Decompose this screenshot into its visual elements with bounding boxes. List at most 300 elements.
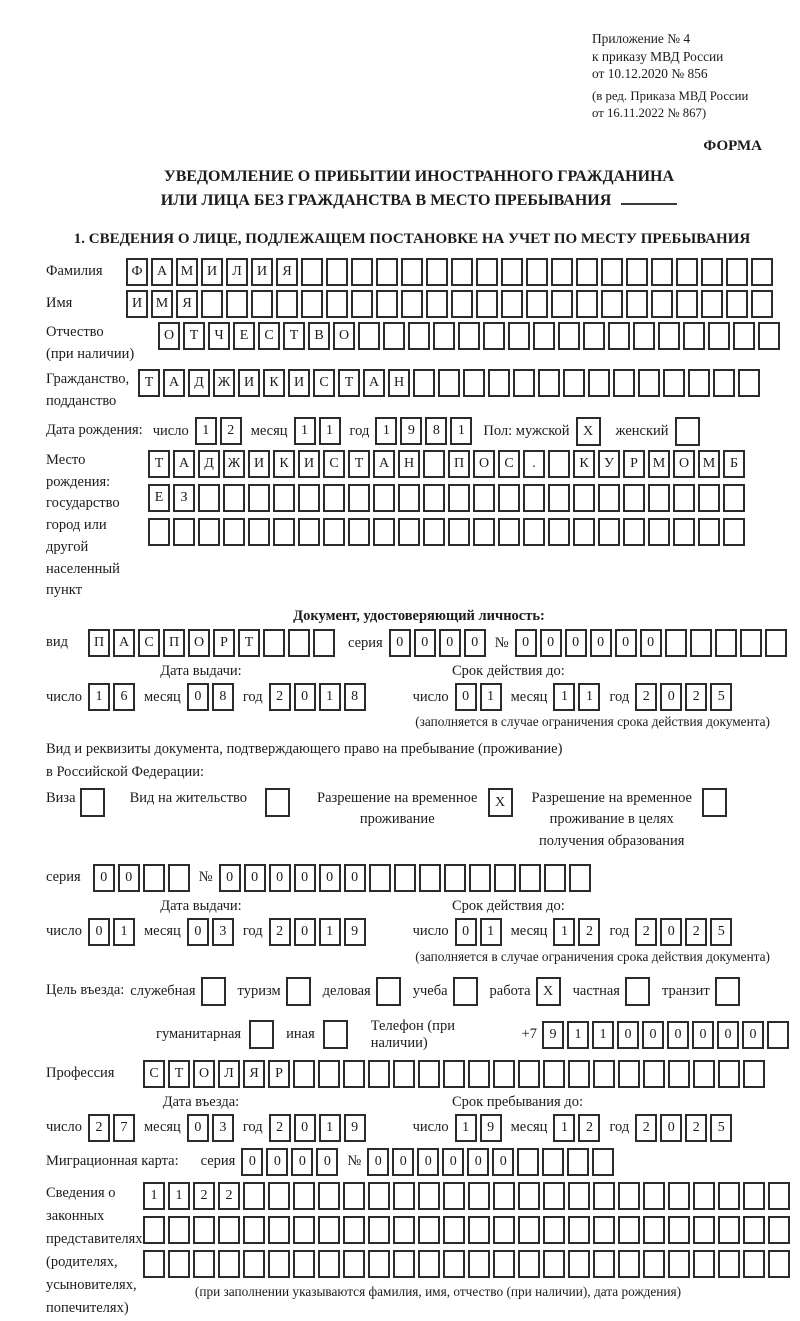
- char-box[interactable]: Р: [213, 629, 235, 657]
- char-box[interactable]: [715, 977, 740, 1006]
- char-box[interactable]: [393, 1182, 415, 1210]
- char-box[interactable]: С: [138, 629, 160, 657]
- char-box[interactable]: 0: [187, 683, 209, 711]
- char-box[interactable]: [463, 369, 485, 397]
- char-box[interactable]: [568, 1182, 590, 1210]
- char-box[interactable]: 0: [266, 1148, 288, 1176]
- char-box[interactable]: И: [248, 450, 270, 478]
- char-box[interactable]: 0: [269, 864, 291, 892]
- char-box[interactable]: [718, 1250, 740, 1278]
- char-box[interactable]: О: [158, 322, 180, 350]
- char-box[interactable]: Т: [183, 322, 205, 350]
- char-box[interactable]: [526, 258, 548, 286]
- char-box[interactable]: [418, 1216, 440, 1244]
- char-box[interactable]: 1: [480, 683, 502, 711]
- char-box[interactable]: 2: [269, 918, 291, 946]
- char-box[interactable]: 8: [344, 683, 366, 711]
- char-box[interactable]: [548, 484, 570, 512]
- char-box[interactable]: Ж: [213, 369, 235, 397]
- char-box[interactable]: [453, 977, 478, 1006]
- char-box[interactable]: А: [113, 629, 135, 657]
- char-box[interactable]: [243, 1216, 265, 1244]
- char-box[interactable]: [768, 1182, 790, 1210]
- char-box[interactable]: 6: [113, 683, 135, 711]
- char-box[interactable]: [626, 258, 648, 286]
- char-box[interactable]: [343, 1250, 365, 1278]
- char-box[interactable]: [733, 322, 755, 350]
- char-box[interactable]: [518, 1250, 540, 1278]
- char-box[interactable]: [543, 1250, 565, 1278]
- char-box[interactable]: [80, 788, 105, 817]
- char-box[interactable]: [648, 518, 670, 546]
- char-box[interactable]: [293, 1182, 315, 1210]
- char-box[interactable]: 1: [567, 1021, 589, 1049]
- char-box[interactable]: Т: [238, 629, 260, 657]
- char-box[interactable]: [698, 518, 720, 546]
- char-box[interactable]: 1: [553, 683, 575, 711]
- char-box[interactable]: [542, 1148, 564, 1176]
- char-box[interactable]: Л: [226, 258, 248, 286]
- char-box[interactable]: Е: [233, 322, 255, 350]
- char-box[interactable]: 1: [168, 1182, 190, 1210]
- char-box[interactable]: [373, 518, 395, 546]
- char-box[interactable]: 1: [553, 1114, 575, 1142]
- char-box[interactable]: [568, 1216, 590, 1244]
- char-box[interactable]: [243, 1250, 265, 1278]
- char-box[interactable]: П: [88, 629, 110, 657]
- char-box[interactable]: И: [251, 258, 273, 286]
- char-box[interactable]: [476, 290, 498, 318]
- char-box[interactable]: 0: [464, 629, 486, 657]
- char-box[interactable]: [598, 518, 620, 546]
- char-box[interactable]: [623, 518, 645, 546]
- char-box[interactable]: [318, 1060, 340, 1088]
- char-box[interactable]: 5: [710, 1114, 732, 1142]
- char-box[interactable]: [413, 369, 435, 397]
- char-box[interactable]: [298, 484, 320, 512]
- char-box[interactable]: [493, 1250, 515, 1278]
- char-box[interactable]: 0: [367, 1148, 389, 1176]
- char-box[interactable]: Д: [198, 450, 220, 478]
- char-box[interactable]: П: [448, 450, 470, 478]
- char-box[interactable]: [738, 369, 760, 397]
- char-box[interactable]: [398, 518, 420, 546]
- char-box[interactable]: 0: [187, 1114, 209, 1142]
- char-box[interactable]: [618, 1182, 640, 1210]
- char-box[interactable]: [568, 1060, 590, 1088]
- char-box[interactable]: [663, 369, 685, 397]
- char-box[interactable]: [373, 484, 395, 512]
- char-box[interactable]: [718, 1182, 740, 1210]
- char-box[interactable]: [418, 1250, 440, 1278]
- char-box[interactable]: 1: [480, 918, 502, 946]
- char-box[interactable]: [668, 1182, 690, 1210]
- char-box[interactable]: [298, 518, 320, 546]
- char-box[interactable]: [358, 322, 380, 350]
- char-box[interactable]: Т: [148, 450, 170, 478]
- char-box[interactable]: [543, 1060, 565, 1088]
- char-box[interactable]: [268, 1182, 290, 1210]
- char-box[interactable]: 3: [212, 918, 234, 946]
- char-box[interactable]: [643, 1060, 665, 1088]
- char-box[interactable]: 2: [578, 918, 600, 946]
- char-box[interactable]: М: [176, 258, 198, 286]
- char-box[interactable]: [548, 450, 570, 478]
- char-box[interactable]: [651, 258, 673, 286]
- char-box[interactable]: 0: [417, 1148, 439, 1176]
- char-box[interactable]: [623, 484, 645, 512]
- char-box[interactable]: [743, 1182, 765, 1210]
- char-box[interactable]: [301, 258, 323, 286]
- char-box[interactable]: Ф: [126, 258, 148, 286]
- char-box[interactable]: [558, 322, 580, 350]
- char-box[interactable]: [501, 290, 523, 318]
- char-box[interactable]: [598, 484, 620, 512]
- char-box[interactable]: О: [473, 450, 495, 478]
- char-box[interactable]: [193, 1216, 215, 1244]
- char-box[interactable]: [368, 1216, 390, 1244]
- char-box[interactable]: [713, 369, 735, 397]
- char-box[interactable]: 0: [442, 1148, 464, 1176]
- char-box[interactable]: [376, 290, 398, 318]
- char-box[interactable]: [401, 258, 423, 286]
- char-box[interactable]: [743, 1060, 765, 1088]
- char-box[interactable]: [218, 1216, 240, 1244]
- char-box[interactable]: [323, 518, 345, 546]
- char-box[interactable]: 2: [635, 1114, 657, 1142]
- char-box[interactable]: И: [201, 258, 223, 286]
- char-box[interactable]: 9: [480, 1114, 502, 1142]
- char-box[interactable]: 1: [195, 417, 217, 445]
- char-box[interactable]: [451, 290, 473, 318]
- char-box[interactable]: 0: [414, 629, 436, 657]
- char-box[interactable]: Я: [276, 258, 298, 286]
- char-box[interactable]: [718, 1216, 740, 1244]
- char-box[interactable]: [323, 484, 345, 512]
- char-box[interactable]: [698, 484, 720, 512]
- char-box[interactable]: [573, 518, 595, 546]
- char-box[interactable]: [576, 258, 598, 286]
- char-box[interactable]: [765, 629, 787, 657]
- char-box[interactable]: [573, 484, 595, 512]
- char-box[interactable]: 8: [425, 417, 447, 445]
- char-box[interactable]: [548, 518, 570, 546]
- char-box[interactable]: [518, 1182, 540, 1210]
- char-box[interactable]: [383, 322, 405, 350]
- char-box[interactable]: [343, 1216, 365, 1244]
- char-box[interactable]: [498, 518, 520, 546]
- char-box[interactable]: [143, 1250, 165, 1278]
- char-box[interactable]: [643, 1250, 665, 1278]
- char-box[interactable]: М: [698, 450, 720, 478]
- char-box[interactable]: [673, 518, 695, 546]
- char-box[interactable]: 0: [640, 629, 662, 657]
- char-box[interactable]: [538, 369, 560, 397]
- char-box[interactable]: 0: [742, 1021, 764, 1049]
- char-box[interactable]: [168, 864, 190, 892]
- char-box[interactable]: К: [263, 369, 285, 397]
- char-box[interactable]: 1: [450, 417, 472, 445]
- char-box[interactable]: 0: [492, 1148, 514, 1176]
- char-box[interactable]: [348, 518, 370, 546]
- char-box[interactable]: [408, 322, 430, 350]
- char-box[interactable]: [693, 1182, 715, 1210]
- char-box[interactable]: 8: [212, 683, 234, 711]
- char-box[interactable]: [675, 417, 700, 446]
- char-box[interactable]: [683, 322, 705, 350]
- char-box[interactable]: 2: [193, 1182, 215, 1210]
- char-box[interactable]: [618, 1250, 640, 1278]
- char-box[interactable]: [508, 322, 530, 350]
- char-box[interactable]: [293, 1216, 315, 1244]
- char-box[interactable]: 0: [389, 629, 411, 657]
- char-box[interactable]: 0: [294, 918, 316, 946]
- char-box[interactable]: 0: [392, 1148, 414, 1176]
- char-box[interactable]: [618, 1216, 640, 1244]
- char-box[interactable]: [483, 322, 505, 350]
- char-box[interactable]: [648, 484, 670, 512]
- char-box[interactable]: [293, 1060, 315, 1088]
- char-box[interactable]: Т: [283, 322, 305, 350]
- char-box[interactable]: [723, 484, 745, 512]
- char-box[interactable]: А: [151, 258, 173, 286]
- char-box[interactable]: [768, 1216, 790, 1244]
- char-box[interactable]: [443, 1216, 465, 1244]
- char-box[interactable]: С: [498, 450, 520, 478]
- char-box[interactable]: И: [126, 290, 148, 318]
- char-box[interactable]: 1: [319, 417, 341, 445]
- char-box[interactable]: [625, 977, 650, 1006]
- char-box[interactable]: [668, 1216, 690, 1244]
- char-box[interactable]: [526, 290, 548, 318]
- char-box[interactable]: И: [238, 369, 260, 397]
- char-box[interactable]: [448, 518, 470, 546]
- char-box[interactable]: 0: [667, 1021, 689, 1049]
- char-box[interactable]: [318, 1216, 340, 1244]
- char-box[interactable]: 0: [467, 1148, 489, 1176]
- char-box[interactable]: 0: [455, 918, 477, 946]
- char-box[interactable]: [351, 290, 373, 318]
- char-box[interactable]: [223, 518, 245, 546]
- char-box[interactable]: [693, 1216, 715, 1244]
- char-box[interactable]: [173, 518, 195, 546]
- char-box[interactable]: [168, 1250, 190, 1278]
- char-box[interactable]: [393, 1216, 415, 1244]
- char-box[interactable]: Ч: [208, 322, 230, 350]
- char-box[interactable]: [438, 369, 460, 397]
- char-box[interactable]: [488, 369, 510, 397]
- char-box[interactable]: Б: [723, 450, 745, 478]
- char-box[interactable]: 0: [291, 1148, 313, 1176]
- char-box[interactable]: О: [673, 450, 695, 478]
- char-box[interactable]: [567, 1148, 589, 1176]
- char-box[interactable]: С: [313, 369, 335, 397]
- char-box[interactable]: [423, 518, 445, 546]
- char-box[interactable]: [743, 1216, 765, 1244]
- char-box[interactable]: 0: [717, 1021, 739, 1049]
- char-box[interactable]: 2: [635, 683, 657, 711]
- char-box[interactable]: 2: [635, 918, 657, 946]
- char-box[interactable]: 1: [319, 683, 341, 711]
- char-box[interactable]: [702, 788, 727, 817]
- char-box[interactable]: [608, 322, 630, 350]
- char-box[interactable]: [468, 1182, 490, 1210]
- char-box[interactable]: 2: [578, 1114, 600, 1142]
- char-box[interactable]: [665, 629, 687, 657]
- char-box[interactable]: [563, 369, 585, 397]
- char-box[interactable]: [551, 290, 573, 318]
- char-box[interactable]: 2: [685, 683, 707, 711]
- char-box[interactable]: 2: [685, 918, 707, 946]
- char-box[interactable]: [143, 864, 165, 892]
- char-box[interactable]: [743, 1250, 765, 1278]
- char-box[interactable]: [198, 484, 220, 512]
- char-box[interactable]: .: [523, 450, 545, 478]
- char-box[interactable]: [523, 518, 545, 546]
- char-box[interactable]: [273, 518, 295, 546]
- char-box[interactable]: 1: [375, 417, 397, 445]
- char-box[interactable]: [218, 1250, 240, 1278]
- char-box[interactable]: [569, 864, 591, 892]
- char-box[interactable]: [668, 1060, 690, 1088]
- char-box[interactable]: [393, 1060, 415, 1088]
- char-box[interactable]: 0: [319, 864, 341, 892]
- char-box[interactable]: [423, 484, 445, 512]
- char-box[interactable]: [673, 484, 695, 512]
- char-box[interactable]: [593, 1060, 615, 1088]
- char-box[interactable]: [369, 864, 391, 892]
- char-box[interactable]: 2: [218, 1182, 240, 1210]
- char-box[interactable]: [518, 1216, 540, 1244]
- char-box[interactable]: М: [648, 450, 670, 478]
- char-box[interactable]: 0: [540, 629, 562, 657]
- char-box[interactable]: [268, 1250, 290, 1278]
- char-box[interactable]: [517, 1148, 539, 1176]
- char-box[interactable]: 0: [660, 918, 682, 946]
- char-box[interactable]: [592, 1148, 614, 1176]
- char-box[interactable]: [638, 369, 660, 397]
- char-box[interactable]: [198, 518, 220, 546]
- char-box[interactable]: [493, 1216, 515, 1244]
- char-box[interactable]: X: [576, 417, 601, 446]
- char-box[interactable]: X: [536, 977, 561, 1006]
- char-box[interactable]: [288, 629, 310, 657]
- char-box[interactable]: [376, 258, 398, 286]
- char-box[interactable]: 2: [269, 1114, 291, 1142]
- char-box[interactable]: К: [573, 450, 595, 478]
- char-box[interactable]: 0: [118, 864, 140, 892]
- char-box[interactable]: 0: [565, 629, 587, 657]
- char-box[interactable]: Е: [148, 484, 170, 512]
- char-box[interactable]: [758, 322, 780, 350]
- char-box[interactable]: 0: [642, 1021, 664, 1049]
- char-box[interactable]: [444, 864, 466, 892]
- char-box[interactable]: А: [363, 369, 385, 397]
- char-box[interactable]: [701, 258, 723, 286]
- char-box[interactable]: [718, 1060, 740, 1088]
- char-box[interactable]: Я: [176, 290, 198, 318]
- char-box[interactable]: [469, 864, 491, 892]
- char-box[interactable]: 1: [88, 683, 110, 711]
- char-box[interactable]: [518, 1060, 540, 1088]
- char-box[interactable]: [443, 1250, 465, 1278]
- char-box[interactable]: [513, 369, 535, 397]
- char-box[interactable]: [708, 322, 730, 350]
- char-box[interactable]: [268, 1216, 290, 1244]
- char-box[interactable]: [426, 258, 448, 286]
- char-box[interactable]: [143, 1216, 165, 1244]
- char-box[interactable]: [398, 484, 420, 512]
- char-box[interactable]: 1: [592, 1021, 614, 1049]
- char-box[interactable]: [523, 484, 545, 512]
- char-box[interactable]: [493, 1060, 515, 1088]
- char-box[interactable]: [443, 1060, 465, 1088]
- char-box[interactable]: [618, 1060, 640, 1088]
- char-box[interactable]: [368, 1060, 390, 1088]
- char-box[interactable]: [301, 290, 323, 318]
- char-box[interactable]: [393, 1250, 415, 1278]
- char-box[interactable]: [751, 258, 773, 286]
- char-box[interactable]: [148, 518, 170, 546]
- char-box[interactable]: 2: [88, 1114, 110, 1142]
- char-box[interactable]: [251, 290, 273, 318]
- char-box[interactable]: 7: [113, 1114, 135, 1142]
- char-box[interactable]: 0: [455, 683, 477, 711]
- char-box[interactable]: 9: [542, 1021, 564, 1049]
- char-box[interactable]: 0: [439, 629, 461, 657]
- char-box[interactable]: 0: [241, 1148, 263, 1176]
- char-box[interactable]: 9: [344, 918, 366, 946]
- char-box[interactable]: З: [173, 484, 195, 512]
- char-box[interactable]: [726, 290, 748, 318]
- char-box[interactable]: [588, 369, 610, 397]
- char-box[interactable]: [318, 1182, 340, 1210]
- char-box[interactable]: Д: [188, 369, 210, 397]
- char-box[interactable]: [568, 1250, 590, 1278]
- char-box[interactable]: 0: [615, 629, 637, 657]
- char-box[interactable]: [423, 450, 445, 478]
- char-box[interactable]: 1: [553, 918, 575, 946]
- char-box[interactable]: 1: [578, 683, 600, 711]
- char-box[interactable]: 1: [319, 1114, 341, 1142]
- char-box[interactable]: [576, 290, 598, 318]
- char-box[interactable]: [248, 518, 270, 546]
- char-box[interactable]: Я: [243, 1060, 265, 1088]
- char-box[interactable]: 0: [660, 683, 682, 711]
- char-box[interactable]: [323, 1020, 348, 1049]
- char-box[interactable]: 0: [344, 864, 366, 892]
- char-box[interactable]: А: [173, 450, 195, 478]
- char-box[interactable]: [751, 290, 773, 318]
- char-box[interactable]: [418, 1182, 440, 1210]
- char-box[interactable]: 0: [316, 1148, 338, 1176]
- char-box[interactable]: [543, 1182, 565, 1210]
- char-box[interactable]: С: [258, 322, 280, 350]
- char-box[interactable]: 3: [212, 1114, 234, 1142]
- char-box[interactable]: [426, 290, 448, 318]
- char-box[interactable]: [348, 484, 370, 512]
- char-box[interactable]: Н: [398, 450, 420, 478]
- char-box[interactable]: [693, 1250, 715, 1278]
- char-box[interactable]: [265, 788, 290, 817]
- char-box[interactable]: 0: [244, 864, 266, 892]
- char-box[interactable]: 2: [685, 1114, 707, 1142]
- char-box[interactable]: [286, 977, 311, 1006]
- char-box[interactable]: [443, 1182, 465, 1210]
- char-box[interactable]: Р: [623, 450, 645, 478]
- char-box[interactable]: 0: [294, 864, 316, 892]
- char-box[interactable]: И: [298, 450, 320, 478]
